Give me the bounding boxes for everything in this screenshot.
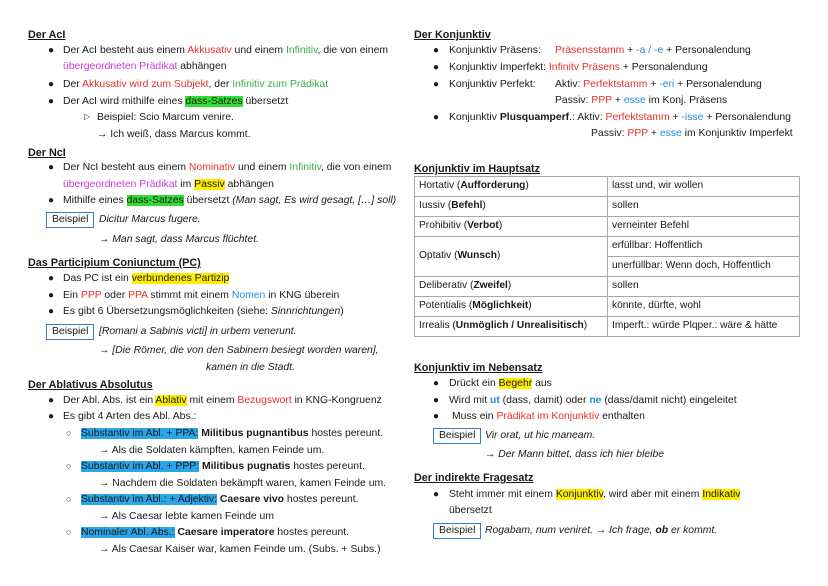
table-row — [415, 237, 800, 257]
pc-line-1: Das PC ist ein verbundenes Partizip — [63, 273, 230, 284]
konj-praesens: Konjunktiv Präsens: — [449, 45, 541, 56]
pc-title: Das Participium Coniunctum (PC) — [28, 257, 201, 269]
aci-line-3: Der Akkusativ wird zum Subjekt, der Infinitiv zum Prädikat — [63, 79, 329, 90]
circle-bullet-icon: ○ — [66, 428, 72, 438]
frage-beispiel-box: Beispiel — [433, 523, 481, 539]
aci-translation: → Ich weiß, dass Marcus kommt. — [97, 129, 251, 140]
konj-plusquamperfekt: Konjunktiv Plusquamperf.: Aktiv: Perfektstamm + -isse + Personalendung — [449, 112, 791, 123]
abl-type-2: Substantiv im Abl. + PPP: Militibus pugnatis hostes pereunt. — [81, 461, 365, 472]
konj-perfekt-passiv: Passiv: PPP + esse im Konj. Präsens — [555, 95, 728, 106]
nci-line-1: Der NcI besteht aus einem Nominativ und einem Infinitiv, die von einem — [63, 162, 392, 173]
aci-line-2: übergeordneten Prädikat abhängen — [63, 61, 227, 72]
abl-type-4-translation: → Als Caesar Kaiser war, kamen Feinde um. (Subs. + Subs.) — [99, 544, 381, 555]
table-cell: sollen — [608, 197, 800, 217]
table-row — [415, 197, 800, 217]
bullet-icon: ● — [48, 79, 55, 90]
frage-example: Rogabam, num veniret. → Ich frage, ob er kommt. — [485, 525, 718, 536]
aci-line-1: Der AcI besteht aus einem Akkusativ und einem Infinitiv, die von einem — [63, 45, 389, 56]
table-cell: Deliberativ (Zweifel) — [415, 277, 608, 297]
neben-line-3: Muss ein Prädikat im Konjunktiv enthalten — [452, 411, 645, 422]
haupt-title: Konjunktiv im Hauptsatz — [414, 163, 540, 175]
table-cell: Potentialis (Möglichkeit) — [415, 297, 608, 317]
konj-imperfekt: Konjunktiv Imperfekt: Infinitv Präsens + Personalendung — [449, 62, 708, 73]
table-row — [415, 217, 800, 237]
bullet-icon: ● — [48, 96, 55, 107]
neben-example: Vir orat, ut hic maneam. — [485, 430, 596, 441]
neben-beispiel-box: Beispiel — [433, 428, 481, 444]
nci-example: Dicitur Marcus fugere. — [99, 214, 201, 225]
table-cell: verneinter Befehl — [608, 217, 800, 237]
bullet-icon: ● — [433, 79, 440, 90]
frage-title: Der indirekte Fragesatz — [414, 472, 534, 484]
frage-line-2: übersetzt — [449, 505, 492, 516]
frage-line-1: Steht immer mit einem Konjunktiv, wird aber mit einem Indikativ — [449, 489, 741, 500]
abl-type-3-translation: → Als Caesar lebte kamen Feinde um — [99, 511, 274, 522]
konj-praesens-rule: Präsensstamm + -a / -e + Personalendung — [555, 45, 751, 56]
table-cell: Prohibitiv (Verbot) — [415, 217, 608, 237]
pc-beispiel-box: Beispiel — [46, 324, 94, 340]
bullet-icon: ● — [48, 162, 55, 173]
aci-example: Beispiel: Scio Marcum venire. — [97, 112, 234, 123]
circle-bullet-icon: ○ — [66, 494, 72, 504]
bullet-icon: ● — [48, 290, 55, 301]
haupt-table — [414, 176, 800, 337]
aci-title: Der AcI — [28, 29, 66, 41]
pc-line-2: Ein PPP oder PPA stimmt mit einem Nomen in KNG überein — [63, 290, 340, 301]
nci-translation: → Man sagt, dass Marcus flüchtet. — [99, 234, 259, 245]
abl-type-3: Substantiv im Abl.: + Adjektiv: Caesare vivo hostes pereunt. — [81, 494, 359, 505]
abl-type-1: Substantiv im Abl. + PPA: Militibus pugnantibus hostes pereunt. — [81, 428, 384, 439]
bullet-icon: ● — [48, 273, 55, 284]
table-cell: lasst und, wir wollen — [608, 177, 800, 197]
table-cell: Hortativ (Aufforderung) — [415, 177, 608, 197]
pc-translation-2: kamen in die Stadt. — [206, 362, 295, 373]
neben-line-1: Drückt ein Begehr aus — [449, 378, 552, 389]
bullet-icon: ● — [433, 112, 440, 123]
table-cell: Iussiv (Befehl) — [415, 197, 608, 217]
bullet-icon: ● — [433, 45, 440, 56]
bullet-icon: ● — [433, 378, 440, 389]
abl-title: Der Ablativus Absolutus — [28, 379, 153, 391]
nci-line-2: übergeordneten Prädikat im Passiv abhängen — [63, 179, 274, 190]
table-cell: könnte, dürfte, wohl — [608, 297, 800, 317]
pc-translation-1: → [Die Römer, die von den Sabinern besiegt worden waren], — [99, 345, 379, 356]
table-row — [415, 177, 800, 197]
table-cell: Irrealis (Unmöglich / Unrealisitisch) — [415, 317, 608, 337]
table-row — [415, 297, 800, 317]
bullet-icon: ● — [433, 411, 440, 422]
bullet-icon: ● — [433, 395, 440, 406]
pc-line-3: Es gibt 6 Übersetzungsmöglichkeiten (siehe: Sinnrichtungen) — [63, 306, 344, 317]
bullet-icon: ● — [48, 306, 55, 317]
bullet-icon: ● — [433, 62, 440, 73]
circle-bullet-icon: ○ — [66, 527, 72, 537]
table-cell: erfüllbar: Hoffentlich — [608, 237, 800, 257]
table-cell: sollen — [608, 277, 800, 297]
table-cell: Imperft.: würde Plqper.: wäre & hätte — [608, 317, 800, 337]
bullet-icon: ● — [48, 411, 55, 422]
bullet-icon: ● — [433, 489, 440, 500]
abl-line-2: Es gibt 4 Arten des Abl. Abs.: — [63, 411, 197, 422]
bullet-icon: ● — [48, 45, 55, 56]
triangle-bullet-icon: ▷ — [84, 112, 91, 121]
neben-line-2: Wird mit ut (dass, damit) oder ne (dass/damit nicht) eingeleitet — [449, 395, 737, 406]
circle-bullet-icon: ○ — [66, 461, 72, 471]
aci-line-4: Der AcI wird mithilfe eines dass-Satzes übersetzt — [63, 96, 289, 107]
konj-title: Der Konjunktiv — [414, 29, 491, 41]
pc-example: [Romani a Sabinis victi] in urbem venerunt. — [99, 326, 297, 337]
abl-type-2-translation: → Nachdem die Soldaten bekämpft waren, kamen Feinde um. — [99, 478, 387, 489]
abl-type-1-translation: → Als die Soldaten kämpften, kamen Feinde um. — [99, 445, 325, 456]
neben-title: Konjunktiv im Nebensatz — [414, 362, 543, 374]
konj-plusquamperfekt-passiv: Passiv: PPP + esse im Konjunktiv Imperfekt — [591, 128, 793, 139]
nci-beispiel-box: Beispiel — [46, 212, 94, 228]
abl-line-1: Der Abl. Abs. ist ein Ablativ mit einem Bezugswort in KNG-Kongruenz — [63, 395, 382, 406]
konj-perfekt-aktiv: Aktiv: Perfektstamm + -eri + Personalendung — [555, 79, 762, 90]
abl-type-4: Nominaler Abl. Abs.: Caesare imperatore hostes pereunt. — [81, 527, 350, 538]
table-row — [415, 317, 800, 337]
nci-title: Der NcI — [28, 147, 66, 159]
neben-translation: → Der Mann bittet, dass ich hier bleibe — [485, 449, 665, 460]
table-cell: Optativ (Wunsch) — [415, 237, 608, 277]
konj-perfekt: Konjunktiv Perfekt: — [449, 79, 536, 90]
table-row — [415, 277, 800, 297]
bullet-icon: ● — [48, 395, 55, 406]
bullet-icon: ● — [48, 195, 55, 206]
nci-line-3: Mithilfe eines dass-Satzes übersetzt (Man sagt, Es wird gesagt, […] soll) — [63, 195, 397, 206]
table-cell: unerfüllbar: Wenn doch, Hoffentlich — [608, 257, 800, 277]
